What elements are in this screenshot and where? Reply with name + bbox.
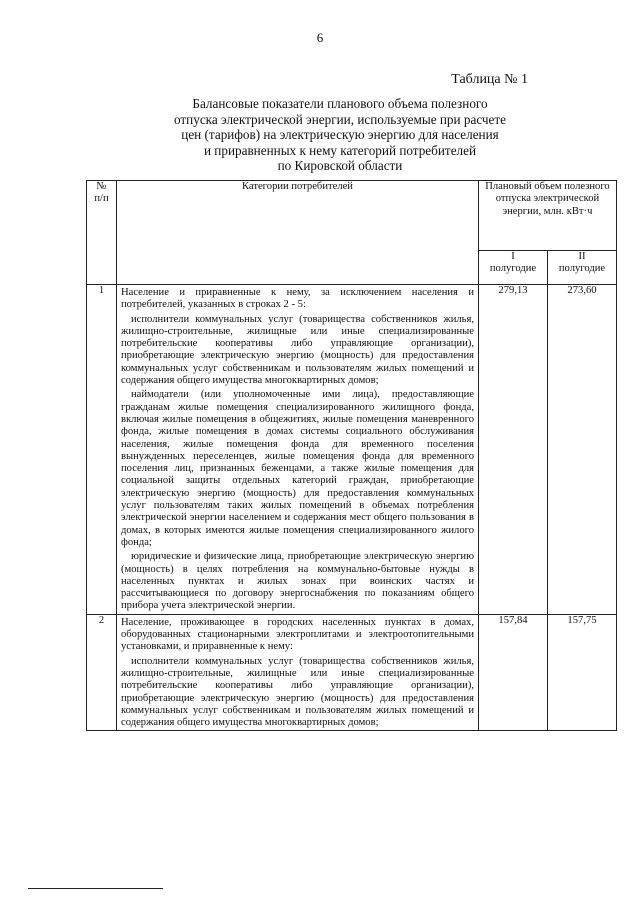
- title-line: цен (тарифов) на электрическую энергию для населения: [181, 127, 499, 143]
- row-value-half-2: 273,60: [548, 285, 617, 615]
- title-line: Балансовые показатели планового объема полезного: [192, 96, 488, 111]
- row-category: [117, 614, 479, 731]
- category-paragraph: исполнители коммунальных услуг (товарищества собственников жилья, жилищно-строительные, жилищные или иные специализированные потребительские кооперативы либо управляющие организации), приобретающие электрическую энергию (мощность) для предоставления коммунальных услуг собственникам и пользователям жилых помещений и содержания общего имущества многоквартирных домов;: [121, 313, 474, 387]
- row-value-half-2: 157,75: [548, 614, 617, 731]
- category-paragraph: Население и приравненные к нему, за исключением населения и потребителей, указанных в строках 2 - 5:: [121, 287, 474, 311]
- table-label: Таблица № 1: [451, 72, 528, 87]
- header-half-1-label: полугодие: [489, 263, 537, 275]
- category-paragraph: наймодатели (или уполномоченные ими лица), предоставляющие гражданам жилые помещения специализированного жилищного фонда, включая жилые помещения в общежитиях, жилые помещения маневренного фонда, жилые помещения в домах системы социального обслуживания населения, жилые помещения фонда для временного поселения вынужденных переселенцев, жилые помещения фонда для временного поселения лиц, признанных беженцами, а также жилые помещения для социальной защиты отдельных категорий граждан, приобретающие электрическую энергию (мощность) для предоставления коммунальных услуг пользователям таких жилых помещений в объемах потребления электрической энергии населением и содержания мест общего пользования в домах, в которых имеются жилые помещения специализированного жилого фонда;: [121, 389, 474, 548]
- header-number-sign: №: [96, 181, 107, 192]
- page-number: 6: [316, 30, 324, 45]
- row-value-half-1: 279,13: [479, 285, 548, 615]
- header-number: [87, 181, 117, 285]
- header-half-2: [548, 251, 617, 285]
- footnote-separator: [28, 888, 163, 889]
- title-line: отпуска электрической энергии, используемые при расчете: [173, 111, 507, 127]
- header-half-2-numeral: II: [578, 251, 586, 262]
- row-category: [117, 285, 479, 615]
- table-row: [87, 614, 617, 731]
- category-paragraph: юридические и физические лица, приобретающие электрическую энергию (мощность) в целях потребления на коммунально-бытовые нужды в населенных пунктах и жилых зонах при воинских частях и рассчитывающиеся по договору энергоснабжения по показаниям общего прибора учета электрической энергии.: [121, 551, 474, 612]
- header-category: Категории потребителей: [117, 181, 479, 285]
- row-value-half-1: 157,84: [479, 614, 548, 731]
- header-half-2-label: полугодие: [558, 263, 606, 275]
- document-title: [150, 96, 530, 174]
- row-number: 2: [87, 614, 117, 731]
- header-half-1: [479, 251, 548, 285]
- header-volume: Плановый объем полезного отпуска электрической энергии, млн. кВт·ч: [479, 181, 617, 251]
- table-row: [87, 285, 617, 615]
- header-number-abbr: п/п: [94, 193, 109, 205]
- balance-table: [86, 180, 617, 731]
- row-number: 1: [87, 285, 117, 615]
- category-paragraph: Население, проживающее в городских населенных пунктах в домах, оборудованных стационарными электроплитами и электроотопительными установками, и приравненные к нему:: [121, 616, 474, 653]
- title-line: и приравненных к нему категорий потребителей: [203, 142, 477, 158]
- category-paragraph: исполнители коммунальных услуг (товарищества собственников жилья, жилищно-строительные, жилищные или иные специализированные потребительские кооперативы либо управляющие организации), приобретающие электрическую энергию (мощность) для предоставления коммунальных услуг собственникам и пользователям жилых помещений и содержания общего имущества многоквартирных домов;: [121, 655, 474, 729]
- title-line: по Кировской области: [277, 158, 403, 174]
- header-half-1-numeral: I: [511, 251, 515, 262]
